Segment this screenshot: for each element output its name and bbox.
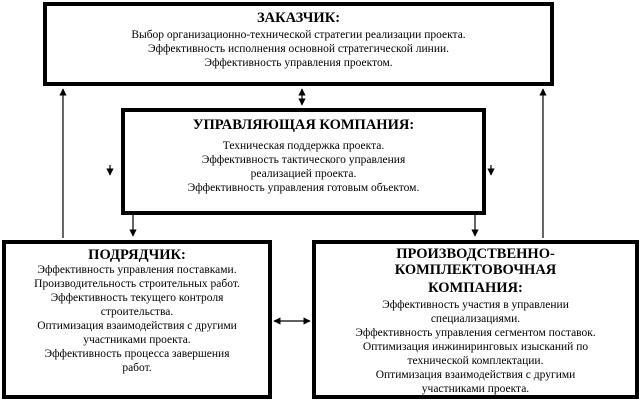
customer-title: ЗАКАЗЧИК: (256, 10, 341, 26)
management-line: Техническая поддержка проекта. (222, 140, 385, 152)
production-company-box (312, 240, 639, 399)
management-line: реализацией проекта. (250, 168, 357, 180)
customer-box (43, 2, 554, 86)
customer-line: Выбор организационно-технической стратегии реализации проекта. (131, 29, 466, 41)
production-line: Эффективность управления сегментом поставок. (355, 327, 596, 339)
contractor-line: Эффективность процесса завершения (44, 348, 230, 360)
management-line: Эффективность управления готовым объектом. (187, 182, 420, 194)
contractor-box (2, 240, 272, 399)
contractor-line: Эффективность управления поставками. (37, 264, 237, 276)
production-line: Оптимизация инжиниринговых изысканий по (362, 341, 589, 353)
production-line: технической комплектации. (407, 355, 544, 367)
customer-line: Эффективность управления проектом. (204, 57, 393, 69)
customer-line: Эффективность исполнения основной стратегической линии. (147, 43, 450, 55)
contractor-line: Производительность строительных работ. (34, 278, 240, 290)
management-line: Эффективность тактического управления (201, 154, 406, 166)
contractor-line: Эффективность текущего контроля (50, 292, 224, 304)
contractor-title: ПОДРЯДЧИК: (88, 247, 186, 263)
contractor-line: строительства. (100, 306, 174, 318)
production-line: участниками проекта. (421, 383, 530, 395)
production-line: Эффективность участия в управлении (382, 299, 569, 311)
production-line: Оптимизация взаимодействия с другими (375, 369, 576, 381)
contractor-line: работ. (122, 362, 152, 374)
management-company-box (121, 108, 486, 215)
production-title-line2: КОМПАНИЯ: (428, 280, 523, 296)
production-title-line1: ПРОИЗВОДСТВЕННО-КОМПЛЕКТОВОЧНАЯ (394, 246, 557, 278)
management-title: УПРАВЛЯЮЩАЯ КОМПАНИЯ: (192, 117, 415, 133)
contractor-line: участниками проекта. (83, 334, 191, 346)
production-line: специализациями. (430, 313, 521, 325)
contractor-line: Оптимизация взаимодействия с другими (37, 320, 237, 332)
